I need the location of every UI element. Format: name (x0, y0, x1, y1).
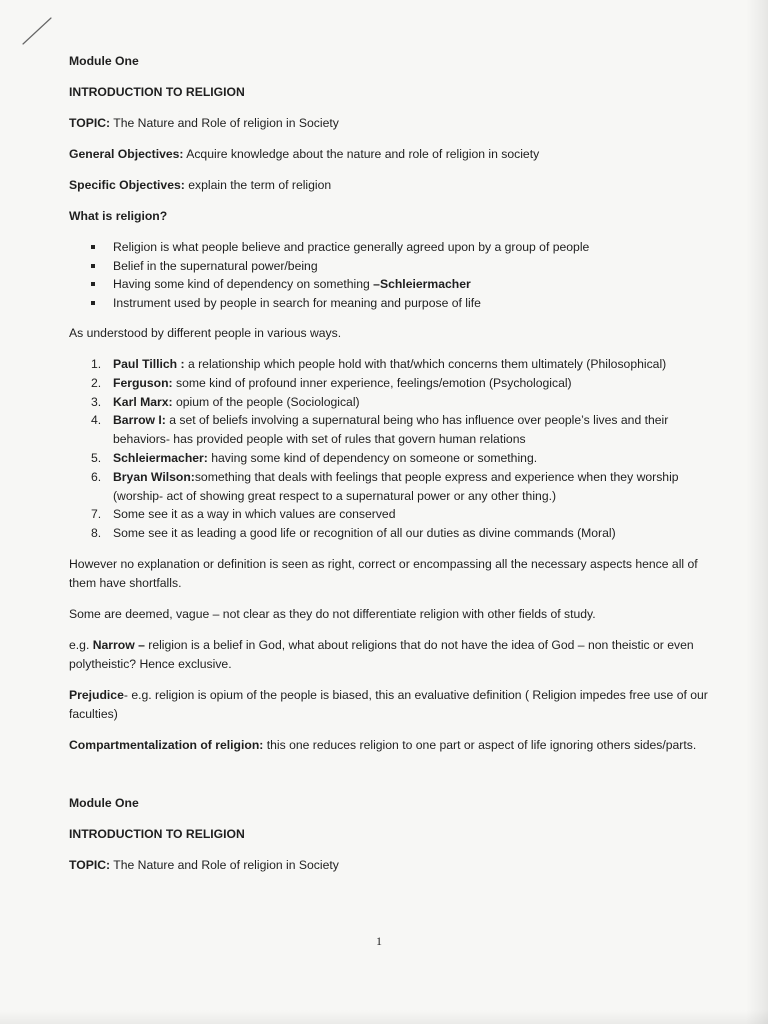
definitions-list (69, 355, 709, 543)
topic-label: TOPIC: (69, 116, 111, 130)
specific-objectives-text: explain the term of religion (188, 178, 332, 192)
narrow-paragraph: e.g. Narrow – religion is a belief in God, what about religions that do not have the idea of God – non theistic or even polytheistic? Hence exclusive. (69, 637, 694, 671)
definition-item: 7. Some see it as a way in which values are conserved (91, 507, 396, 522)
definition-item: 3. Karl Marx: opium of the people (Sociological) (91, 394, 360, 409)
bullet-item: Belief in the supernatural power/being (113, 257, 709, 276)
page-number: 1 (376, 934, 382, 948)
scan-edge-bottom (0, 1010, 768, 1024)
religion-bullet-list (69, 238, 709, 312)
vague-paragraph: Some are deemed, vague – not clear as they do not differentiate religion with other fields of study. (69, 606, 596, 621)
compartmentalization-paragraph: Compartmentalization of religion: this one reduces religion to one part or aspect of life ignoring others sides/parts. (69, 737, 697, 752)
definition-item: 1. Paul Tillich : a relationship which people hold with that/which concerns them ultimately (Philosophical) (91, 357, 667, 371)
general-objectives-label: General Objectives: (69, 147, 184, 161)
document-body (69, 52, 709, 887)
definition-item: 6. Bryan Wilson:something that deals with feelings that people express and experience when they worship (worship- act of showing great respect to a supernatural power or any other thing.) (91, 469, 679, 503)
general-objectives-line (69, 145, 709, 164)
prejudice-paragraph: Prejudice- e.g. religion is opium of the people is biased, this an evaluative definition ( Religion impedes free use of our faculties) (69, 687, 708, 721)
definition-item: 2. Ferguson: some kind of profound inner experience, feelings/emotion (Psychological) (91, 375, 572, 390)
module-title: Module One (69, 54, 139, 68)
however-paragraph: However no explanation or definition is seen as right, correct or encompassing all the necessary aspects hence all of them have shortfalls. (69, 556, 698, 590)
repeat-topic-line: TOPIC: The Nature and Role of religion in Society (69, 857, 339, 872)
intro-title: INTRODUCTION TO RELIGION (69, 85, 245, 99)
definition-item: 4. Barrow I: a set of beliefs involving a supernatural being who has influence over people’s lives and their behaviors- has provided people with set of rules that govern human relations (91, 413, 669, 447)
bullet-item: Having some kind of dependency on something –Schleiermacher (113, 275, 709, 294)
general-objectives-text: Acquire knowledge about the nature and role of religion in society (186, 147, 540, 161)
definition-item: 5. Schleiermacher: having some kind of dependency on someone or something. (91, 450, 538, 465)
topic-line (69, 114, 709, 133)
understood-text: As understood by different people in various ways. (69, 326, 342, 340)
scan-edge-right (746, 0, 768, 1024)
bullet-item: Religion is what people believe and practice generally agreed upon by a group of people (113, 238, 709, 257)
specific-objectives-label: Specific Objectives: (69, 178, 185, 192)
repeat-module-title: Module One (69, 795, 139, 810)
definition-item: 8. Some see it as leading a good life or recognition of all our duties as divine commands (Moral) (91, 526, 616, 541)
topic-text: The Nature and Role of religion in Society (113, 116, 339, 130)
specific-objectives-line (69, 176, 709, 195)
question-heading: What is religion? (69, 209, 168, 223)
repeat-intro-title: INTRODUCTION TO RELIGION (69, 826, 245, 841)
bullet-item: Instrument used by people in search for meaning and purpose of life (113, 294, 709, 313)
pen-stroke-mark (18, 14, 58, 54)
